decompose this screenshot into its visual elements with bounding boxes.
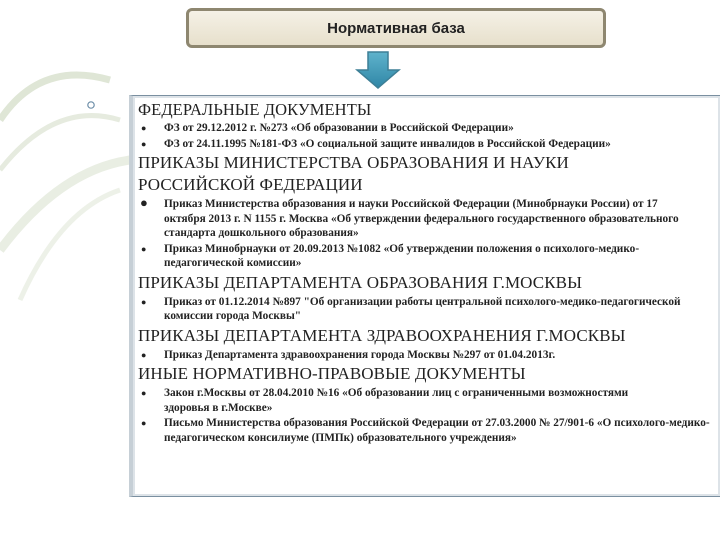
down-arrow-icon [355,50,401,90]
small-circle-icon [86,100,96,110]
documents-panel [129,95,720,497]
other-documents-list [138,386,720,445]
list-item [138,295,720,324]
bullet-icon: ● [141,418,147,428]
list-item-text: Закон г.Москвы от 28.04.2010 №16 «Об образовании лиц с ограниченными возможностями здоровья в г.Москве» [164,387,629,414]
list-item [138,348,720,363]
ministry-orders-list [138,197,720,271]
section-heading-health-dept: ПРИКАЗЫ ДЕПАРТАМЕНТА ЗДРАВООХРАНЕНИЯ Г.МОСКВЫ [138,325,626,345]
bullet-icon: ● [141,123,147,133]
bullet-icon: ● [141,138,147,149]
bullet-icon: ● [141,349,147,360]
list-item-text: Приказ от 01.12.2014 №897 "Об организации работы центральной психолого-медико-педагогической комиссии города Москвы" [164,295,681,322]
list-item-text: Приказ Минобрнауки от 20.09.2013 №1082 «Об утверждении положения о психолого-медико-педагогической комиссии» [164,242,640,269]
list-item [138,242,720,271]
list-item-text: Письмо Министерства образования Российской Федерации от 27.03.2000 № 27/901-6 «О психолого-медико-педагогическом консилиуме (ПМПк) образовательного учреждения» [164,417,710,444]
list-item-text: ФЗ от 29.12.2012 г. №273 «Об образовании в Российской Федерации» [164,122,514,134]
health-dept-orders-list [138,348,720,363]
page-title-text: Нормативная база [327,19,465,37]
bullet-icon: ● [141,296,147,307]
list-item-text: Приказ Департамента здравоохранения города Москвы №297 от 01.04.2013г. [164,348,556,361]
list-item-text: ФЗ от 24.11.1995 №181-ФЗ «О социальной защите инвалидов в Российской Федерации» [164,137,611,150]
section-heading-federal: ФЕДЕРАЛЬНЫЕ ДОКУМЕНТЫ [138,100,372,119]
list-item [138,137,720,152]
section-heading-other-docs: ИНЫЕ НОРМАТИВНО-ПРАВОВЫЕ ДОКУМЕНТЫ [138,364,526,383]
bullet-icon: ● [141,243,147,254]
list-item [138,121,720,136]
page-title [186,8,606,48]
federal-documents-list [138,121,720,151]
section-heading-ministry: ПРИКАЗЫ МИНИСТЕРСТВА ОБРАЗОВАНИЯ И НАУКИ РОССИЙСКОЙ ФЕДЕРАЦИИ [138,153,569,194]
list-item [138,416,720,445]
bullet-icon: ● [140,195,148,210]
bullet-icon: ● [141,388,147,398]
list-item [138,197,720,241]
list-item [138,386,720,415]
section-heading-education-dept: ПРИКАЗЫ ДЕПАРТАМЕНТА ОБРАЗОВАНИЯ Г.МОСКВЫ [138,272,582,292]
education-dept-orders-list [138,295,720,324]
list-item-text: Приказ Министерства образования и науки Российской Федерации (Минобрнауки России) от 17 октября 2013 г. N 1155 г. Москва «Об утверждении федерального государственного образовательного стандарта дошкольного образования» [164,198,679,239]
